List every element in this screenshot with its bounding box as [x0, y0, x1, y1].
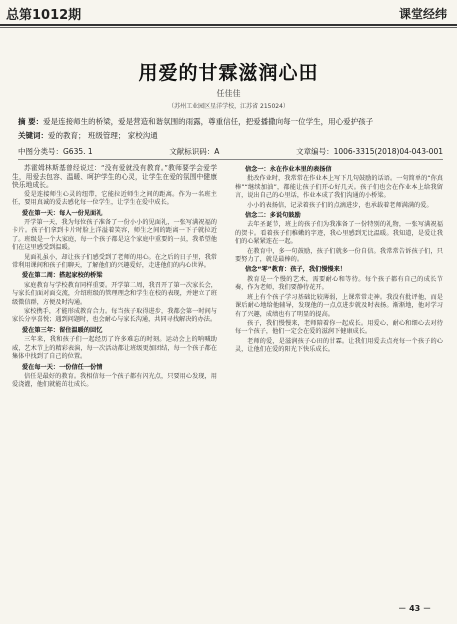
section-heading: 爱在第三年：留住温暖的回忆	[22, 326, 103, 334]
section-heading: 信念一：永在作业本里的表扬信	[245, 166, 332, 173]
closing-paragraph: 老师的爱，是滋润孩子心田的甘霖。让我们用爱去点亮每一个孩子的心灵，让他们在爱的阳光下快乐成长。	[235, 337, 443, 354]
document-code: 文献标识码：A	[169, 147, 220, 156]
article-title: 用爱的甘霖滋润心田	[138, 62, 319, 84]
abstract-text: 爱是连接师生的桥梁，爱是营造和谐氛围的雨露，尊重信任，把爱播撒向每一位学生，用心爱护孩子	[43, 117, 374, 126]
body-paragraph: 去年圣诞节，班上的孩子们为我准备了一份特别的礼物，一张写满祝福的贺卡。看着孩子们稚嫩的字迹，我心里感到无比温暖。我知道，是爱让我们的心紧紧连在一起。	[235, 221, 443, 246]
body-paragraph: 教育是一个慢的艺术，需要耐心和等待。每个孩子都有自己的成长节奏，作为老师，我们要静待花开。	[235, 275, 443, 292]
article-number: 文章编号：1006-3315(2018)04-043-001	[296, 147, 443, 156]
header-rule	[0, 24, 457, 26]
body-paragraph: 家庭教育与学校教育同样重要。开学第二周，我召开了第一次家长会，与家长们面对面交流，介绍班级的管理理念和学生在校的表现，并建立了班级微信群，方便及时沟通。	[12, 281, 217, 306]
body-paragraph: 孩子，我们慢慢来，老师陪着你一起成长。用爱心、耐心和细心去对待每一个孩子，他们一定会在爱的滋润下健康成长。	[235, 319, 443, 336]
keywords	[18, 130, 443, 141]
section-heading: 爱在第二周：搭起家校的桥梁	[22, 272, 103, 280]
body-paragraph: 开学第一天，我为每位孩子准备了一份小小的见面礼，一张写满祝福的卡片。孩子们拿到卡片时脸上洋溢着笑容，师生之间的距离一下子就拉近了。班级是一个大家庭，每一个孩子都是这个家庭中重要的一员，我希望他们在这里感受到温暖。	[12, 219, 217, 252]
page-number: － 43 －	[398, 604, 431, 613]
body-paragraph: 三年来，我和孩子们一起经历了许多难忘的时刻。运动会上的呐喊助威，艺术节上的精彩表演，每一次活动都让班级更加团结，每一个孩子都在集体中找到了自己的位置。	[12, 336, 217, 361]
body-paragraph: 批改作业时，我常常在作业本上写下几句鼓励的话语。一句简单的“你真棒”“继续加油”，都能让孩子们开心好几天。孩子们也会在作业本上给我留言，说出自己的心里话，作业本成了我们沟通的小桥梁。	[235, 175, 443, 200]
body-column-right	[235, 164, 443, 610]
section-heading: 信念“零”教育：孩子，我们慢慢来！	[245, 266, 346, 274]
header-rule-thin	[0, 27, 457, 28]
keywords-text: 爱的教育； 班级管理； 家校沟通	[48, 131, 158, 140]
body-paragraph: 班上有个孩子学习基础比较薄弱，上课常常走神。我没有批评他，而是课后耐心地给他辅导，发现他的一点点进步就及时表扬。渐渐地，他对学习有了兴趣，成绩也有了明显的提高。	[235, 293, 443, 318]
intro-paragraph: 苏霍姆林斯基曾经说过：“没有爱就没有教育。”教师要学会爱学生，用爱去包容、温暖、呵护学生的心灵，让学生在爱的氛围中健康快乐地成长。	[12, 164, 217, 190]
meta-divider	[18, 159, 443, 160]
intro-paragraph-2: 爱是连接师生心灵的纽带，它能拉近师生之间的距离。作为一名班主任，要用真诚的爱去感化每一位学生，让学生在爱中成长。	[12, 190, 217, 207]
clc-number: 中图分类号：G635. 1	[18, 147, 93, 156]
abstract	[18, 116, 443, 127]
section-heading: 爱在第一天：每人一份见面礼	[22, 209, 103, 217]
body-paragraph: 小小的表扬信，记录着孩子们的点滴进步，也承载着老师满满的爱。	[247, 201, 433, 209]
article-author: 任佳佳	[216, 89, 241, 98]
keywords-label: 关键词：	[18, 131, 48, 140]
column-name: 课堂经纬	[398, 7, 447, 21]
classification-line	[18, 146, 443, 157]
body-paragraph: 信任是最好的教育。我相信每一个孩子都有闪光点，只要用心发现，用爱浇灌，他们就能茁壮成长。	[12, 372, 217, 389]
issue-number: 总第1012期	[6, 8, 82, 23]
article-affiliation: （苏州工业园区星洋学校，江苏省 215024）	[168, 103, 289, 110]
body-paragraph: 家校携手，才能形成教育合力。每当孩子取得进步，我都会第一时间与家长分享喜悦；遇到问题时，也会耐心与家长沟通，共同寻找解决的办法。	[12, 308, 217, 324]
body-column-left	[12, 164, 217, 610]
page-header	[0, 0, 457, 30]
abstract-label: 摘 要：	[18, 117, 44, 126]
body-paragraph: 在教育中，多一句鼓励，孩子们就多一份自信。我常常告诉孩子们，只要努力了，就是最棒的。	[235, 247, 443, 264]
body-paragraph: 见面礼虽小，却让孩子们感受到了老师的用心。在之后的日子里，我常常利用课间和孩子们聊天，了解他们的兴趣爱好，走进他们的内心世界。	[12, 253, 217, 270]
section-heading: 爱在每一天：一份信任一份情	[22, 363, 103, 371]
section-heading: 信念二：多说句鼓励	[245, 212, 301, 220]
